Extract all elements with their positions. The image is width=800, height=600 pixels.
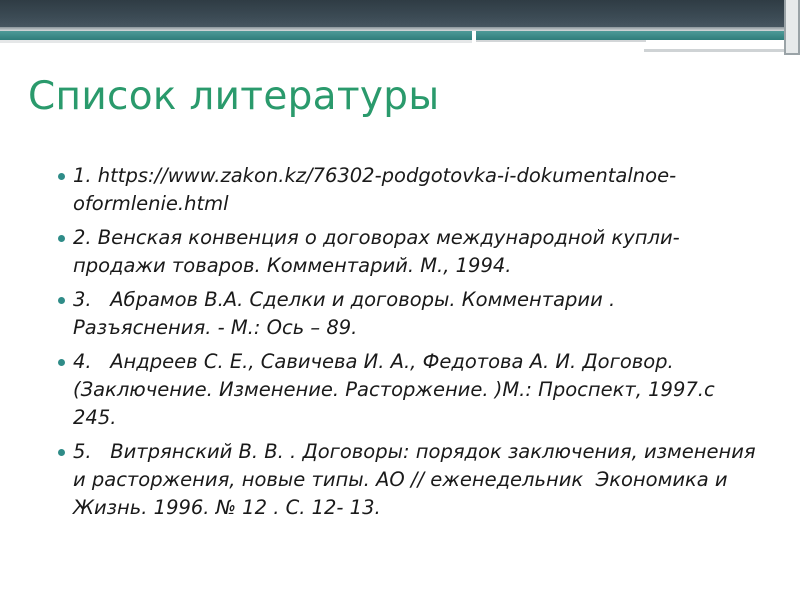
right-accent-line <box>644 49 786 52</box>
round-bullet-icon <box>58 173 65 180</box>
reference-item <box>56 438 762 522</box>
round-bullet-icon <box>58 359 65 366</box>
reference-text: 2. Венская конвенция о договорах международной купли-продажи товаров. Комментарий. М., 1994. <box>73 226 680 277</box>
top-band <box>0 0 800 27</box>
reference-item <box>56 224 756 280</box>
reference-item <box>56 286 756 342</box>
accent-underline <box>0 40 472 43</box>
round-bullet-icon <box>58 297 65 304</box>
reference-text: 3. Абрамов В.А. Сделки и договоры. Комментарии . Разъяснения. - М.: Ось – 89. <box>73 288 622 339</box>
reference-item <box>56 162 756 218</box>
reference-text: 1. https://www.zakon.kz/76302-podgotovka-i-dokumentalnoe-oformlenie.html <box>73 164 677 215</box>
reference-list <box>56 162 762 528</box>
accent-bar-right <box>476 31 800 40</box>
reference-item <box>56 348 756 432</box>
slide-title: Список литературы <box>28 74 440 119</box>
round-bullet-icon <box>58 235 65 242</box>
round-bullet-icon <box>58 449 65 456</box>
reference-text: 5. Витрянский В. В. . Договоры: порядок заключения, изменения и расторжения, новые типы. АО // еженедельник Экономика и Жизнь. 1996. № 12 . С. 12- 13. <box>73 440 762 519</box>
accent-bar <box>0 31 472 40</box>
right-corner-decoration-inner <box>786 0 798 53</box>
reference-text: 4. Андреев С. Е., Савичева И. А., Федотова А. И. Договор. (Заключение. Изменение. Расторжение. )М.: Проспект, 1997.с 245. <box>73 350 721 429</box>
accent-underline-right <box>476 40 646 42</box>
